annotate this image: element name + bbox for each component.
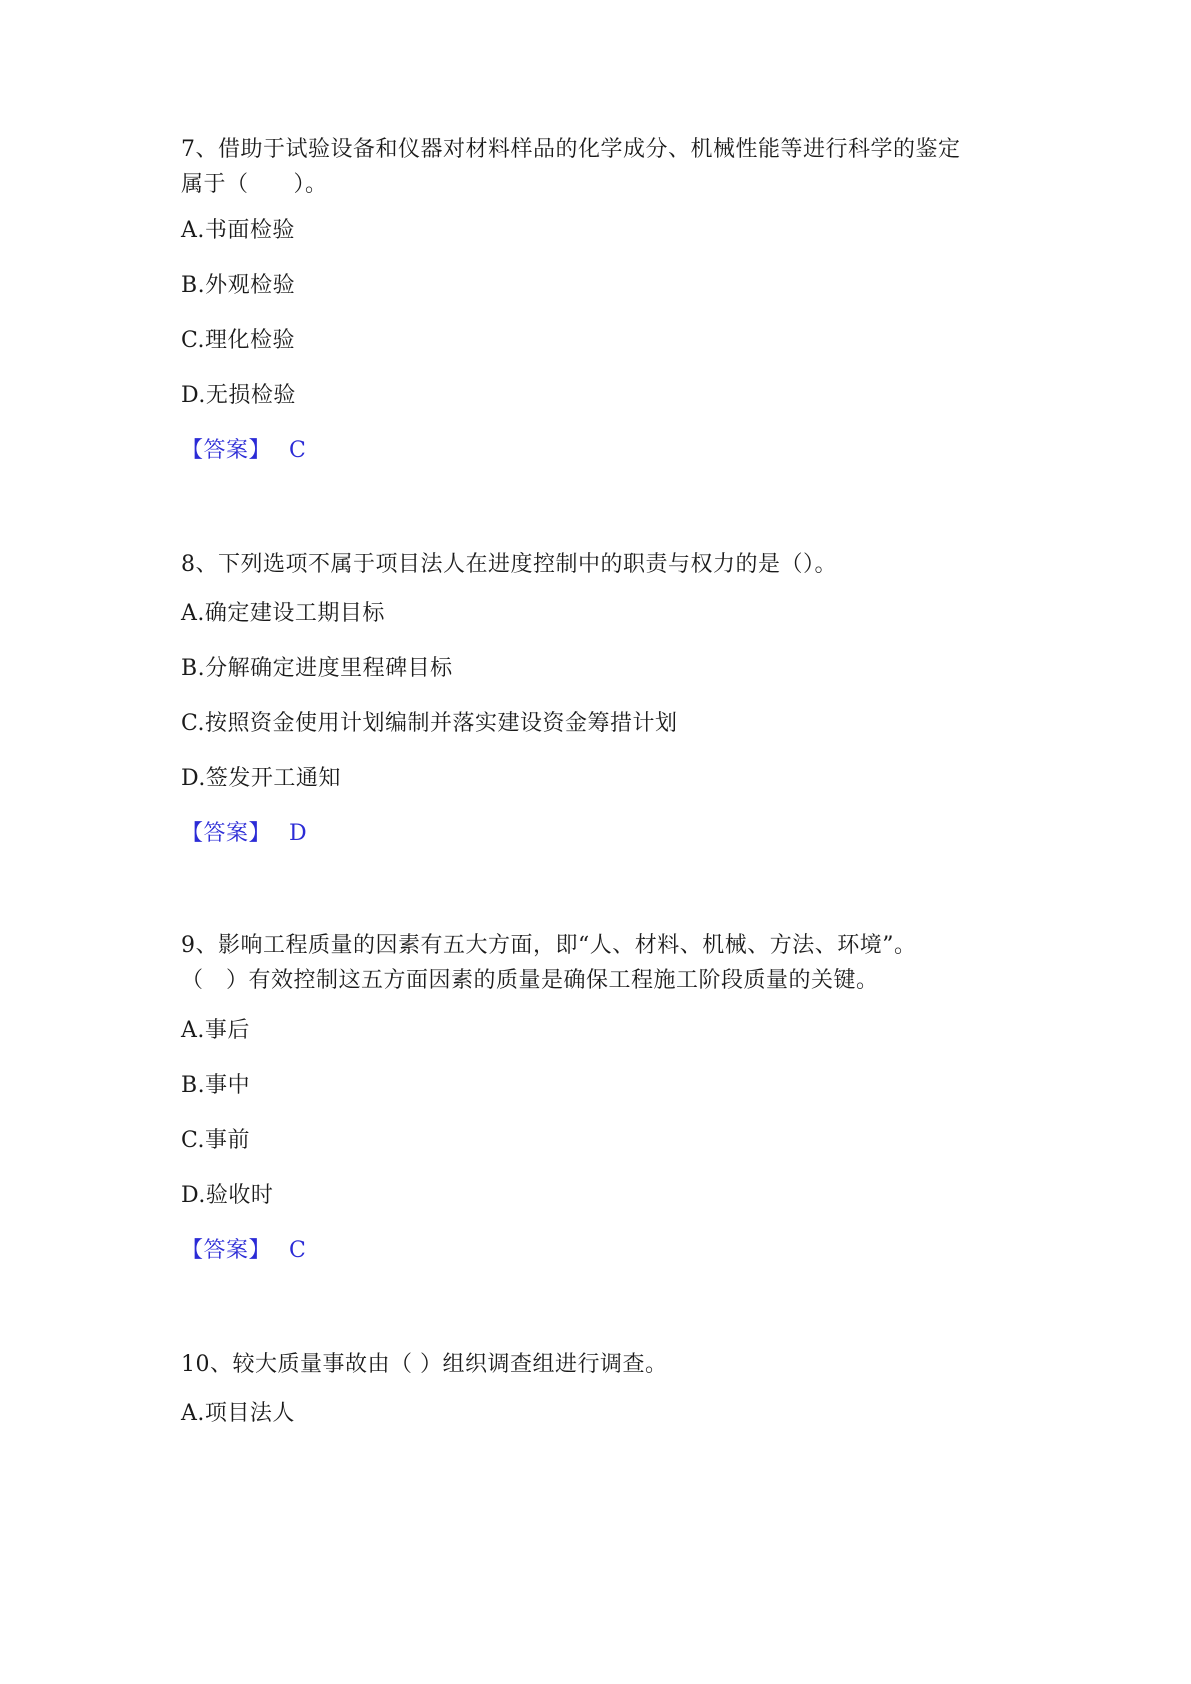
answer-line — [181, 819, 307, 849]
answer-label: 【答案】 — [181, 1238, 272, 1263]
option-c: C.按照资金使用计划编制并落实建设资金筹措计划 — [181, 711, 678, 736]
answer-line — [181, 436, 306, 466]
question-stem-line: 8、下列选项不属于项目法人在进度控制中的职责与权力的是（）。 — [181, 552, 837, 577]
question-9 — [181, 928, 1041, 1263]
question-stem-line: （ ）有效控制这五方面因素的质量是确保工程施工阶段质量的关键。 — [181, 968, 879, 993]
option-c: C.事前 — [181, 1128, 251, 1153]
answer-value: C — [289, 438, 307, 463]
answer-line — [181, 1236, 306, 1266]
option-a: A.确定建设工期目标 — [181, 601, 385, 626]
question-10 — [181, 1347, 1041, 1426]
option-a: A.项目法人 — [181, 1401, 295, 1426]
option-b: B.外观检验 — [181, 273, 296, 298]
question-stem-line: 10、较大质量事故由（ ）组织调查组进行调查。 — [181, 1352, 668, 1377]
option-b: B.分解确定进度里程碑目标 — [181, 656, 453, 681]
option-a: A.书面检验 — [181, 218, 295, 243]
option-b: B.事中 — [181, 1073, 251, 1098]
answer-label: 【答案】 — [181, 821, 272, 846]
question-stem-line: 7、借助于试验设备和仪器对材料样品的化学成分、机械性能等进行科学的鉴定 — [181, 137, 961, 162]
option-d: D.签发开工通知 — [181, 766, 341, 791]
option-d: D.无损检验 — [181, 383, 296, 408]
option-c: C.理化检验 — [181, 328, 296, 353]
question-8 — [181, 547, 1041, 846]
question-7 — [181, 132, 1041, 463]
option-a: A.事后 — [181, 1018, 250, 1043]
option-d: D.验收时 — [181, 1183, 274, 1208]
answer-label: 【答案】 — [181, 438, 272, 463]
question-stem-line: 属于（ ）。 — [181, 172, 328, 197]
question-stem-line: 9、影响工程质量的因素有五大方面，即“人、材料、机械、方法、环境”。 — [181, 933, 917, 958]
answer-value: D — [289, 821, 308, 846]
answer-value: C — [289, 1238, 307, 1263]
